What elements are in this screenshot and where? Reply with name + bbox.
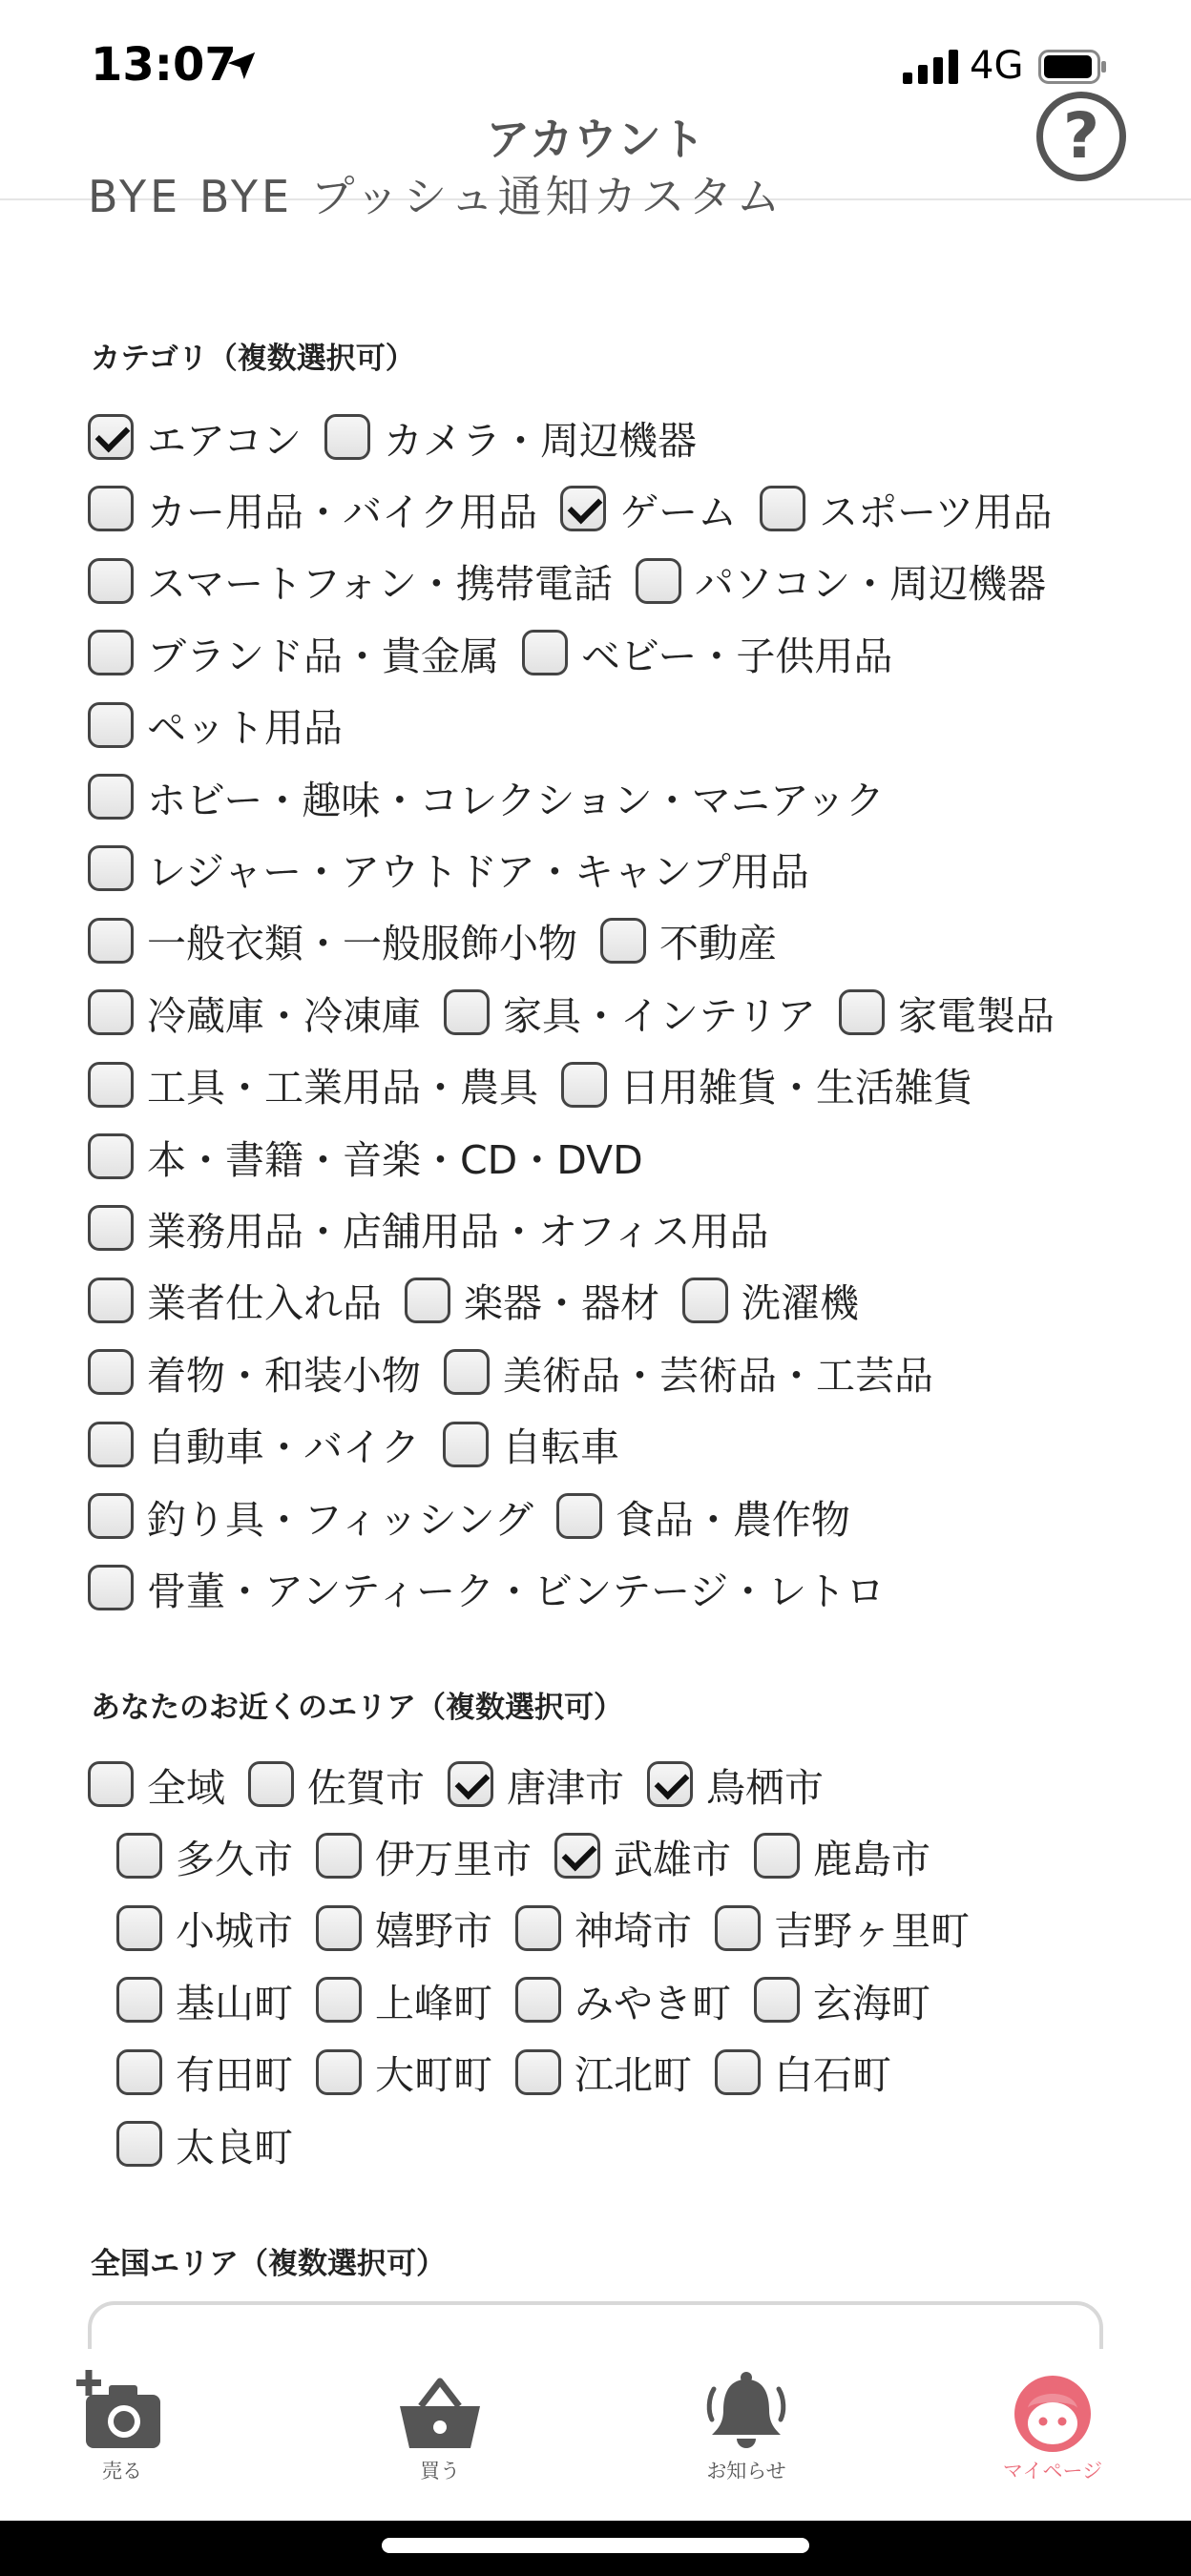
area-option[interactable] <box>754 1972 930 2028</box>
checkbox[interactable] <box>88 918 134 964</box>
area-option-label: 有田町 <box>176 2052 293 2099</box>
category-option-label: ゲーム <box>619 488 738 535</box>
area-option[interactable] <box>515 1900 692 1956</box>
category-option[interactable] <box>444 1344 933 1401</box>
category-option[interactable] <box>88 552 613 609</box>
area-option-label: 大町町 <box>375 2052 492 2099</box>
category-row <box>88 1056 995 1113</box>
category-option[interactable] <box>839 985 1055 1041</box>
checkbox[interactable] <box>88 989 134 1035</box>
checkbox[interactable] <box>88 558 134 604</box>
checkbox[interactable] <box>754 1977 800 2023</box>
area-option-label: 佐賀市 <box>307 1764 425 1811</box>
category-option-label: 自転車 <box>502 1424 620 1471</box>
area-option[interactable] <box>116 1828 293 1884</box>
category-option-label: 業務用品・店舗用品・オフィス用品 <box>147 1208 769 1255</box>
category-option[interactable] <box>88 1200 769 1257</box>
area-option[interactable] <box>515 2044 692 2100</box>
area-option-label: 武雄市 <box>614 1836 731 1882</box>
category-option[interactable] <box>88 1129 643 1185</box>
category-row <box>88 984 1077 1041</box>
category-option-label: 家具・インテリア <box>503 992 816 1039</box>
area-option-label: 吉野ヶ里町 <box>774 1908 970 1955</box>
checkbox[interactable] <box>316 1905 362 1951</box>
checkbox[interactable] <box>248 1761 294 1807</box>
tab-sell[interactable] <box>3 2349 241 2521</box>
tab-bar <box>0 2349 1191 2521</box>
category-option-label: カー用品・バイク用品 <box>147 488 538 535</box>
checkbox[interactable] <box>515 1905 561 1951</box>
category-option[interactable] <box>556 1488 850 1545</box>
checkbox[interactable] <box>443 1422 489 1467</box>
category-option[interactable] <box>88 769 885 825</box>
category-option[interactable] <box>324 409 697 466</box>
checkbox[interactable] <box>515 2049 561 2095</box>
category-row <box>88 408 720 466</box>
area-option[interactable] <box>88 1756 225 1813</box>
category-option-label: 楽器・器材 <box>464 1280 659 1327</box>
category-option[interactable] <box>88 912 577 968</box>
checkbox[interactable] <box>682 1278 728 1323</box>
area-option-label: 玄海町 <box>813 1980 930 2026</box>
area-option[interactable] <box>316 1972 492 2028</box>
checkbox[interactable] <box>316 1977 362 2023</box>
checkbox[interactable] <box>88 1133 134 1179</box>
category-row <box>88 1416 642 1473</box>
checkbox[interactable] <box>88 1422 134 1467</box>
category-row <box>88 768 908 825</box>
area-row <box>116 2115 316 2172</box>
category-option[interactable] <box>760 481 1052 537</box>
category-option-label: 釣り具・フィッシング <box>147 1496 533 1543</box>
area-option-label: 鳥栖市 <box>706 1764 824 1811</box>
settings-scroll-area[interactable] <box>0 171 1191 2349</box>
category-option[interactable] <box>405 1272 659 1328</box>
area-row <box>116 2044 914 2101</box>
tab-notifications-label: お知らせ <box>706 2460 786 2483</box>
category-option-label: 一般衣類・一般服飾小物 <box>147 921 577 967</box>
area-option[interactable] <box>316 1900 492 1956</box>
home-indicator[interactable] <box>382 2538 809 2553</box>
checkbox[interactable] <box>88 1761 134 1807</box>
checkbox[interactable] <box>88 774 134 820</box>
checkbox[interactable] <box>405 1278 450 1323</box>
push-custom-title: BYE BYE プッシュ通知カスタム <box>88 171 784 222</box>
category-option[interactable] <box>88 1560 885 1616</box>
category-option[interactable] <box>88 1272 382 1328</box>
category-option[interactable] <box>88 841 809 897</box>
area-row <box>88 1755 846 1813</box>
checkbox[interactable] <box>88 1493 134 1539</box>
area-row <box>116 1827 953 1884</box>
category-option[interactable] <box>682 1272 859 1328</box>
checkbox-checked[interactable] <box>448 1761 493 1807</box>
category-row <box>88 840 832 897</box>
checkbox[interactable] <box>324 414 370 460</box>
category-row <box>88 912 800 969</box>
location-arrow-icon <box>225 50 258 82</box>
checkbox[interactable] <box>316 2049 362 2095</box>
category-option-label: 工具・工業用品・農具 <box>147 1065 538 1111</box>
category-option[interactable] <box>88 481 537 537</box>
category-option[interactable] <box>636 552 1046 609</box>
checkbox[interactable] <box>556 1493 602 1539</box>
checkbox[interactable] <box>88 486 134 531</box>
area-option[interactable] <box>515 1972 731 2028</box>
area-option-label: 鹿島市 <box>813 1836 930 1882</box>
category-option-label: レジャー・アウトドア・キャンプ用品 <box>147 848 809 895</box>
category-option[interactable] <box>88 625 499 681</box>
checkbox[interactable] <box>715 1905 761 1951</box>
area-option-label: 多久市 <box>176 1836 293 1882</box>
checkbox-checked[interactable] <box>554 1833 600 1879</box>
national-area-section-label: 全国エリア（複数選択可） <box>91 2247 446 2281</box>
tab-buy-label: 買う <box>420 2460 460 2483</box>
category-row <box>88 1199 792 1257</box>
area-option-label: みやき町 <box>575 1980 731 2026</box>
checkbox[interactable] <box>88 1278 134 1323</box>
category-option-label: パソコン・周辺機器 <box>694 561 1047 608</box>
category-row <box>88 552 1069 610</box>
area-option-label: 全域 <box>147 1764 225 1811</box>
checkbox[interactable] <box>116 1833 162 1879</box>
area-option[interactable] <box>715 2044 891 2100</box>
checkbox[interactable] <box>88 1062 134 1108</box>
checkbox[interactable] <box>839 989 885 1035</box>
checkbox[interactable] <box>88 630 134 675</box>
checkbox[interactable] <box>444 989 490 1035</box>
checkbox[interactable] <box>600 918 646 964</box>
area-option[interactable] <box>715 1900 970 1956</box>
category-option-label: ホビー・趣味・コレクション・マニアック <box>147 777 885 823</box>
category-option-label: 洗濯機 <box>742 1280 859 1327</box>
category-option-label: 美術品・芸術品・工芸品 <box>503 1352 933 1399</box>
basket-icon <box>394 2370 486 2456</box>
area-option[interactable] <box>316 2044 492 2100</box>
area-option[interactable] <box>116 2116 293 2172</box>
category-option-label: 骨董・アンティーク・ビンテージ・レトロ <box>147 1568 886 1614</box>
area-option[interactable] <box>248 1756 425 1813</box>
help-button[interactable]: ? <box>1036 92 1126 181</box>
category-row <box>88 1128 666 1185</box>
category-option[interactable] <box>443 1416 619 1472</box>
area-option-label: 白石町 <box>774 2052 891 2099</box>
category-option[interactable] <box>88 696 343 753</box>
category-option[interactable] <box>88 1488 533 1545</box>
category-option[interactable] <box>88 985 421 1041</box>
checkbox[interactable] <box>88 1565 134 1610</box>
category-option-label: スマートフォン・携帯電話 <box>147 561 613 608</box>
checkbox[interactable] <box>760 486 805 531</box>
tab-sell-label: 売る <box>102 2460 142 2483</box>
category-option-label: 日用雑貨・生活雑貨 <box>620 1065 972 1111</box>
category-option[interactable] <box>561 1056 972 1112</box>
area-option[interactable] <box>754 1828 930 1884</box>
checkbox[interactable] <box>88 1205 134 1251</box>
category-option-label: 本・書籍・音楽・CD・DVD <box>147 1136 643 1183</box>
category-option[interactable] <box>444 985 816 1041</box>
category-option-label: 食品・農作物 <box>615 1496 850 1543</box>
checkbox[interactable] <box>116 1905 162 1951</box>
category-row <box>88 696 366 754</box>
tab-buy[interactable] <box>321 2349 559 2521</box>
tab-notifications[interactable] <box>627 2349 866 2521</box>
category-option-label: 着物・和装小物 <box>147 1352 421 1399</box>
category-option-label: エアコン <box>147 417 302 464</box>
category-option-label: ペット用品 <box>147 705 343 752</box>
checkbox-checked[interactable] <box>647 1761 693 1807</box>
checkbox[interactable] <box>116 2049 162 2095</box>
checkbox[interactable] <box>515 1977 561 2023</box>
checkbox[interactable] <box>116 2121 162 2167</box>
area-option-label: 伊万里市 <box>375 1836 532 1882</box>
category-option-label: カメラ・周辺機器 <box>383 417 697 464</box>
tab-mypage-label: マイページ <box>1002 2460 1103 2483</box>
area-option-label: 唐津市 <box>507 1764 624 1811</box>
category-row <box>88 1559 908 1616</box>
category-option-label: 自動車・バイク <box>147 1424 421 1471</box>
battery-icon <box>1038 50 1107 84</box>
area-row <box>116 1900 992 1957</box>
category-section-label: カテゴリ（複数選択可） <box>91 342 415 376</box>
category-option[interactable] <box>88 1344 421 1401</box>
checkbox[interactable] <box>88 845 134 891</box>
checkbox-checked[interactable] <box>88 414 134 460</box>
page-title: アカウント <box>486 114 705 165</box>
area-option[interactable] <box>116 1900 293 1956</box>
area-option-label: 嬉野市 <box>375 1908 492 1955</box>
category-row <box>88 1343 956 1401</box>
checkbox[interactable] <box>88 1349 134 1395</box>
category-row <box>88 624 915 681</box>
checkbox[interactable] <box>636 558 681 604</box>
category-option-label: 家電製品 <box>898 992 1055 1039</box>
area-option[interactable] <box>116 1972 293 2028</box>
category-row <box>88 480 1076 537</box>
camera-plus-icon <box>76 2370 168 2456</box>
category-option-label: ベビー・子供用品 <box>581 633 893 679</box>
face-avatar-icon <box>1007 2370 1098 2456</box>
status-time: 13:07 <box>91 38 237 92</box>
bell-icon <box>700 2370 792 2456</box>
area-option[interactable] <box>554 1828 731 1884</box>
category-option[interactable] <box>522 625 892 681</box>
category-option-label: 不動産 <box>659 921 777 967</box>
category-row <box>88 1487 873 1545</box>
cellular-signal-icon <box>903 50 960 84</box>
checkbox[interactable] <box>561 1062 607 1108</box>
checkbox[interactable] <box>88 702 134 748</box>
checkbox[interactable] <box>116 1977 162 2023</box>
area-section-label: あなたのお近くのエリア（複数選択可） <box>91 1691 623 1725</box>
category-option[interactable] <box>560 481 737 537</box>
area-option-label: 神埼市 <box>575 1908 692 1955</box>
category-option-label: 冷蔵庫・冷凍庫 <box>147 992 421 1039</box>
category-option-label: 業者仕入れ品 <box>147 1280 382 1327</box>
area-option[interactable] <box>448 1756 624 1813</box>
area-option-label: 江北町 <box>575 2052 692 2099</box>
area-row <box>116 1971 953 2028</box>
checkbox[interactable] <box>715 2049 761 2095</box>
area-option-label: 基山町 <box>176 1980 293 2026</box>
category-option[interactable] <box>88 1416 420 1472</box>
category-option[interactable] <box>88 409 302 466</box>
tab-mypage[interactable] <box>933 2349 1172 2521</box>
area-option[interactable] <box>647 1756 824 1813</box>
category-option-label: スポーツ用品 <box>819 488 1053 535</box>
category-option[interactable] <box>600 912 777 968</box>
area-option-label: 小城市 <box>176 1908 293 1955</box>
network-type: 4G <box>970 44 1024 88</box>
checkbox[interactable] <box>444 1349 490 1395</box>
area-option[interactable] <box>316 1828 532 1884</box>
category-option-label: ブランド品・貴金属 <box>147 633 499 679</box>
area-option-label: 太良町 <box>176 2124 293 2171</box>
area-option-label: 上峰町 <box>375 1980 492 2026</box>
category-row <box>88 1272 882 1329</box>
area-option[interactable] <box>116 2044 293 2100</box>
checkbox-checked[interactable] <box>560 486 606 531</box>
checkbox[interactable] <box>522 630 568 675</box>
checkbox[interactable] <box>316 1833 362 1879</box>
checkbox[interactable] <box>754 1833 800 1879</box>
category-option[interactable] <box>88 1056 538 1112</box>
